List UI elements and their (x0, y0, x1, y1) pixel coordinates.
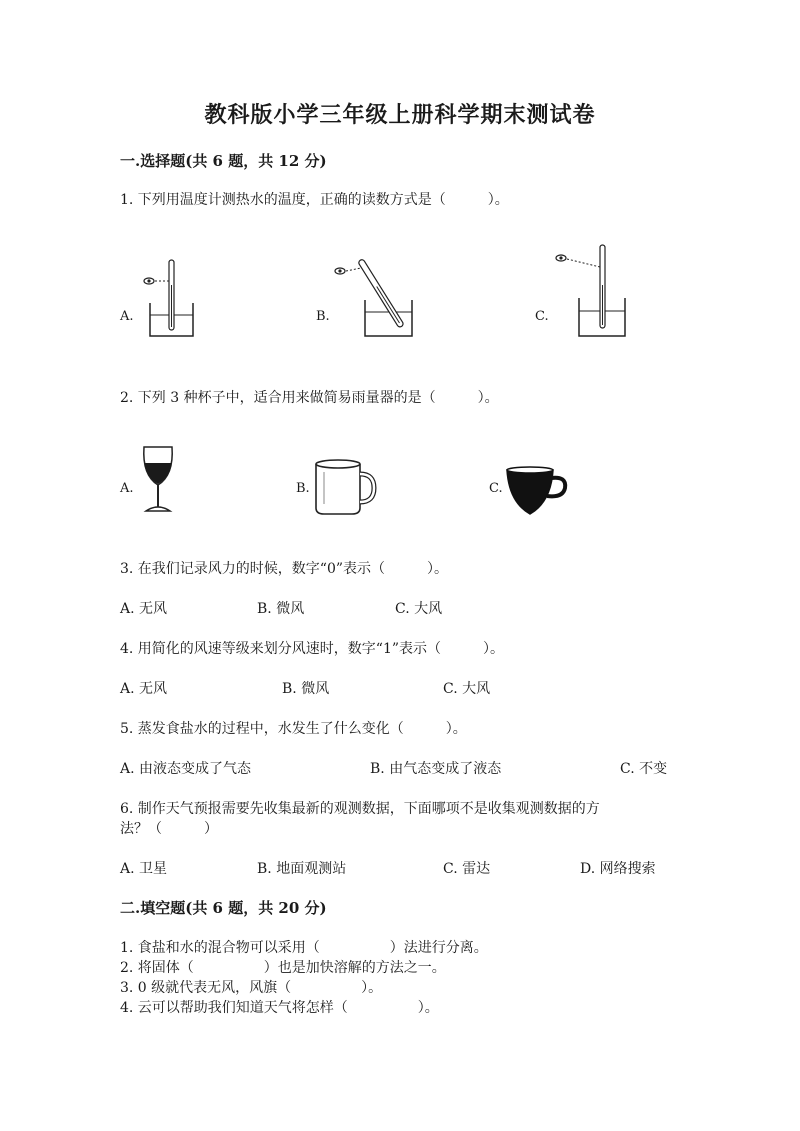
wine-glass-icon (138, 445, 178, 519)
q3-option-a: A. 无风 (120, 601, 168, 617)
question-3: 3. 在我们记录风力的时候，数字“0”表示（ ）。 (120, 561, 449, 577)
q6-option-a: A. 卫星 (120, 861, 168, 877)
q4-option-c: C. 大风 (443, 681, 491, 697)
thermometer-looking-down-icon (553, 245, 628, 344)
question-4: 4. 用简化的风速等级来划分风速时，数字“1”表示（ ）。 (120, 641, 505, 657)
q4-option-a: A. 无风 (120, 681, 168, 697)
thermometer-tilted-reading-icon (332, 250, 417, 344)
fill-item-2: 2. 将固体（ ）也是加快溶解的方法之一。 (120, 960, 446, 976)
fill-item-1: 1. 食盐和水的混合物可以采用（ ）法进行分离。 (120, 940, 488, 956)
q5-option-b: B. 由气态变成了液态 (370, 761, 502, 777)
q5-option-a: A. 由液态变成了气态 (120, 761, 252, 777)
q4-option-b: B. 微风 (282, 681, 330, 697)
question-2: 2. 下列 3 种杯子中，适合用来做简易雨量器的是（ ）。 (120, 390, 499, 406)
question-6-line-1: 6. 制作天气预报需要先收集最新的观测数据，下面哪项不是收集观测数据的方 (120, 801, 600, 817)
page-title: 教科版小学三年级上册科学期末测试卷 (204, 102, 596, 128)
fill-item-3: 3. 0 级就代表无风，风旗（ ）。 (120, 980, 383, 996)
q1-option-c-label: C. (535, 309, 549, 324)
section-heading-fill-blank: 二.填空题(共 6 题，共 20 分) (120, 899, 327, 917)
q1-option-a-label: A. (120, 309, 134, 324)
q6-option-b: B. 地面观测站 (257, 861, 347, 877)
fill-item-4: 4. 云可以帮助我们知道天气将怎样（ ）。 (120, 1000, 439, 1016)
q3-option-b: B. 微风 (257, 601, 305, 617)
q6-option-c: C. 雷达 (443, 861, 491, 877)
q6-option-d: D. 网络搜索 (580, 861, 656, 877)
thermometer-vertical-reading-icon (140, 255, 200, 344)
q2-option-a-label: A. (120, 481, 134, 496)
q1-option-b-label: B. (316, 309, 330, 324)
q5-option-c: C. 不变 (620, 761, 668, 777)
q2-option-b-label: B. (296, 481, 310, 496)
section-heading-choice: 一.选择题(共 6 题，共 12 分) (120, 152, 327, 170)
q2-option-c-label: C. (489, 481, 503, 496)
question-6-line-2: 法？（ ） (120, 821, 218, 837)
question-5: 5. 蒸发食盐水的过程中，水发生了什么变化（ ）。 (120, 721, 467, 737)
teacup-icon (505, 466, 570, 522)
question-1: 1. 下列用温度计测热水的温度，正确的读数方式是（ ）。 (120, 192, 509, 208)
mug-icon (312, 458, 378, 520)
q3-option-c: C. 大风 (395, 601, 443, 617)
